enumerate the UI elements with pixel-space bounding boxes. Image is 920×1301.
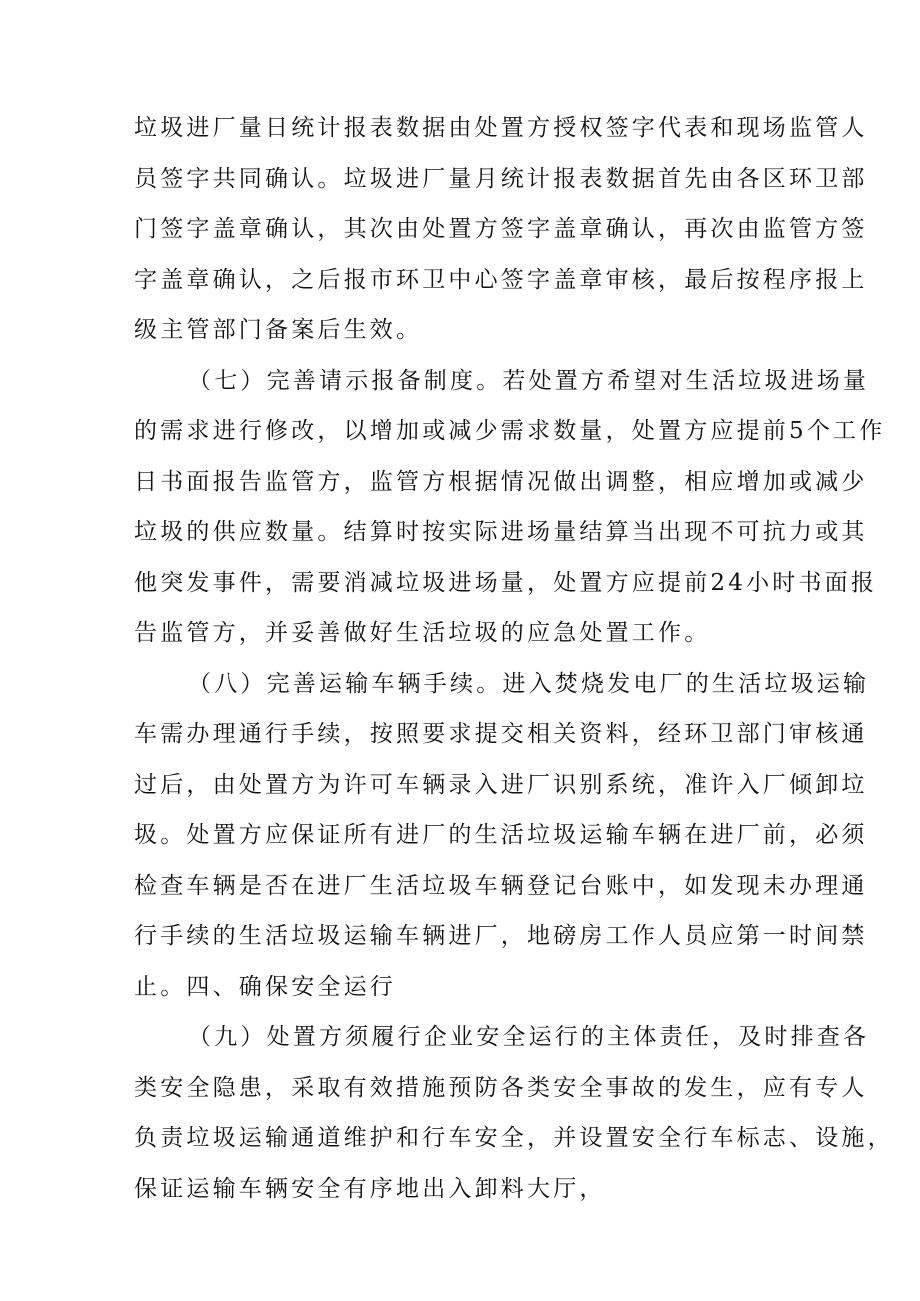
text-line: 止。四、确保安全运行 [134,973,396,1000]
text-line: 圾。处置方应保证所有进厂的生活垃圾运输车辆在进厂前，必须 [134,822,868,848]
text-line: 的需求进行修改，以增加或减少需求数量，处置方应提前5个工作 [134,418,886,444]
text-line: 他突发事件，需要消减垃圾进场量，处置方应提前24小时书面报 [134,569,878,596]
text-line: 负责垃圾运输通道维护和行车安全，并设置安全行车标志、设施， [134,1125,894,1151]
text-line: 垃圾进厂量日统计报表数据由处置方授权签字代表和现场监管人 [134,115,868,141]
text-line: 垃圾的供应数量。结算时按实际进场量结算当出现不可抗力或其 [134,519,868,545]
text-line: 员签字共同确认。垃圾进厂量月统计报表数据首先由各区环卫部 [134,165,868,192]
text-line: 字盖章确认，之后报市环卫中心签字盖章审核，最后按程序报上 [134,266,868,293]
text-line: 行手续的生活垃圾运输车辆进厂，地磅房工作人员应第一时间禁 [134,923,868,949]
text-line: 检查车辆是否在进厂生活垃圾车辆登记台账中，如发现未办理通 [134,872,868,899]
text-line: （七）完善请示报备制度。若处置方希望对生活垃圾进场量 [188,367,870,394]
text-line: 告监管方，并妥善做好生活垃圾的应急处置工作。 [134,620,711,646]
text-line: 过后，由处置方为许可车辆录入进厂识别系统，准许入厂倾卸垃 [134,771,868,798]
text-line: 类安全隐患，采取有效措施预防各类安全事故的发生，应有专人 [134,1074,868,1101]
text-line: （九）处置方须履行企业安全运行的主体责任，及时排查各 [188,1024,870,1050]
text-line: 保证运输车辆安全有序地出入卸料大厅， [134,1175,606,1202]
text-line: 车需办理通行手续，按照要求提交相关资料，经环卫部门审核通 [134,721,868,747]
text-line: 级主管部门备案后生效。 [134,317,423,343]
document-body [134,103,894,1214]
text-line: 门签字盖章确认，其次由处置方签字盖章确认，再次由监管方签 [134,216,868,242]
text-line: （八）完善运输车辆手续。进入焚烧发电厂的生活垃圾运输 [188,670,870,697]
text-line: 日书面报告监管方，监管方根据情况做出调整，相应增加或减少 [134,468,868,495]
